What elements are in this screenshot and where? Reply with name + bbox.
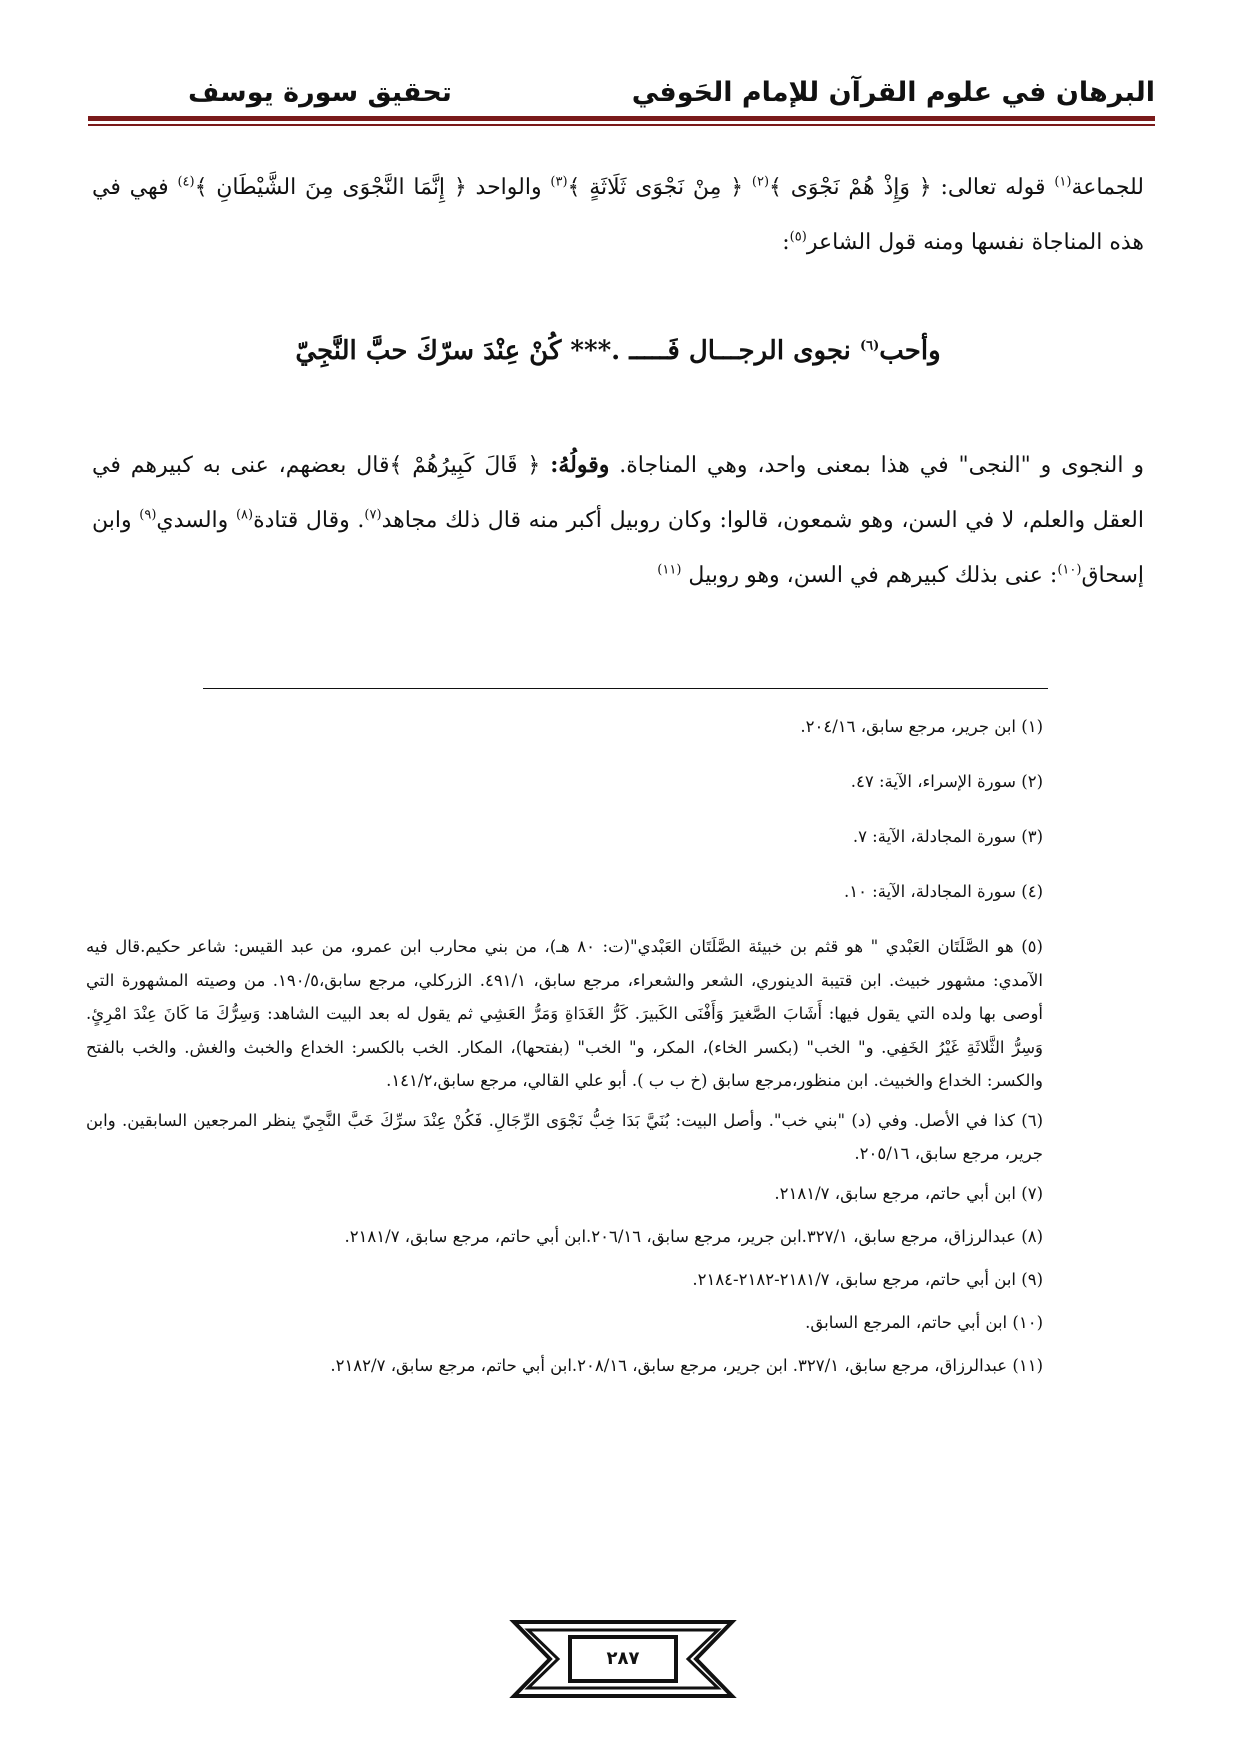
text-run: قوله تعالى: xyxy=(931,175,1055,200)
verse-text: وأحب xyxy=(879,336,941,366)
verse-text: نجوى الرجـــال فَـــــ .*** كُنْ عِنْدَ سرّكَ حبَّ النَّجِيّ xyxy=(295,336,860,366)
footnote-6: (٦) كذا في الأصل. وفي (د) "بني خب". وأصل البيت: بُنَيَّ بَدَا خِبُّ نَجْوَى الرِّجَالِ. فَكُنْ عِنْدَ سرِّكَ خَبَّ النَّجِيّ ينظر المرجعين السابقين. وابن جرير، مرجع سابق، ٢٠٥/١٦. xyxy=(86,1110,1043,1163)
text-run: والواحد xyxy=(466,175,551,200)
text-run: و النجوى و "النجى" في هذا بمعنى واحد، وهي المناجاة. xyxy=(609,453,1144,478)
footnote-4: (٤) سورة المجادلة، الآية: ١٠. xyxy=(843,882,1043,901)
bold-keyword: وقولُهُ: xyxy=(550,452,610,478)
text-run: . وقال قتادة xyxy=(253,508,365,533)
header-rule-thick xyxy=(88,116,1155,121)
footnote-ref[interactable]: (١) xyxy=(1054,174,1072,190)
footnotes xyxy=(86,710,1043,1392)
text-run: وابن إسحاق xyxy=(92,508,1144,588)
footnote-ref[interactable]: (٥) xyxy=(789,229,807,245)
footnote-2: (٢) سورة الإسراء، الآية: ٤٧. xyxy=(850,772,1043,791)
footnote-1: (١) ابن جرير، مرجع سابق، ٢٠٤/١٦. xyxy=(800,717,1043,736)
footnote-ref[interactable]: (٦) xyxy=(859,338,880,354)
text-run xyxy=(743,175,752,200)
footnote-ref[interactable]: (١١) xyxy=(657,562,682,578)
separator-line xyxy=(203,688,1048,689)
quran-quote: ﴿ قَالَ كَبِيرُهُمْ ﴾ xyxy=(389,453,541,478)
poetry-verse xyxy=(92,336,1144,366)
page-number-ornament xyxy=(508,1614,738,1704)
quran-quote: ﴿ إِنَّمَا النَّجْوَى مِنَ الشَّيْطَانِ ﴾ xyxy=(194,175,467,200)
paragraph-1 xyxy=(92,160,1144,270)
footnote-11: (١١) عبدالرزاق، مرجع سابق، ٣٢٧/١. ابن جرير، مرجع سابق، ٢٠٨/١٦.ابن أبي حاتم، مرجع سابق، ٢١٨٢/٧. xyxy=(330,1355,1043,1375)
text-run: : عنى بذلك كبيرهم في السن، وهو روبيل xyxy=(681,563,1058,588)
footnote-8: (٨) عبدالرزاق، مرجع سابق، ٣٢٧/١.ابن جرير، مرجع سابق، ٢٠٦/١٦.ابن أبي حاتم، مرجع سابق، ٢١٨١/٧. xyxy=(344,1226,1043,1246)
footnote-ref[interactable]: (٩) xyxy=(139,507,157,523)
footnote-5: (٥) هو الصَّلَتَان العَبْدي " هو قثم بن خبيئة الصَّلَتَان العَبْدي"(ت: ٨٠ هـ)، من بني محارب ابن عمرو، من عبد القيس: شاعر حكيم.قال فيه الآمدي: مشهور خبيث. ابن قتيبة الدينوري، الشعر والشعراء، مرجع سابق، ٤٩١/١. الزركلي، مرجع سابق،١٩٠/٥. من وصيته المشهورة التي أوصى بها ولده التي يقول فيها: أَشَابَ الصَّغيرَ وَأَفْنَى الكَبيرَ. كَرُّ الغَدَاةِ وَمَرُّ العَشِي ثم يقول له بعد البيت الشاهد: وَسِرُّكَ مَا كَانَ عِنْدَ امْرِئٍ. وَسِرُّ الثَّلاثَةِ غَيْرُ الخَفِي. و" الخب" (بكسر الخاء)، المكر، و" الخب" (بفتحها)، المكار. الخب بالكسر: الخداع والخبث والغش. والخب بالفتح والكسر: الخداع والخبيث. ابن منظور،مرجع سابق (خ ب ب ). أبو علي القالي، مرجع سابق،١٤١/٢. xyxy=(86,937,1043,1090)
text-run: قال بعضهم، عنى به كبيرهم في العقل والعلم، لا في السن، وهو شمعون، قالوا: وكان روبيل أكبر منه قال ذلك مجاهد xyxy=(92,453,1144,533)
book-title: البرهان في علوم القرآن للإمام الحَوفي xyxy=(631,76,1155,108)
footnote-7: (٧) ابن أبي حاتم، مرجع سابق، ٢١٨١/٧. xyxy=(774,1183,1043,1203)
footnote-ref[interactable]: (٧) xyxy=(364,507,382,523)
footnote-ref[interactable]: (٨) xyxy=(235,507,254,523)
section-title: تحقيق سورة يوسف xyxy=(188,76,452,108)
quran-quote: ﴿ وَإِذْ هُمْ نَجْوَى ﴾ xyxy=(769,175,932,200)
footnote-10: (١٠) ابن أبي حاتم، المرجع السابق. xyxy=(805,1312,1043,1332)
footnote-9: (٩) ابن أبي حاتم، مرجع سابق، ٢١٨١/٧-٢١٨٢-٢١٨٤. xyxy=(692,1269,1043,1289)
text-run: للجماعة xyxy=(1071,175,1144,200)
text-run: : xyxy=(782,230,790,255)
footnote-ref[interactable]: (٢) xyxy=(751,174,770,190)
page-header xyxy=(88,68,1155,116)
footnote-3: (٣) سورة المجادلة، الآية: ٧. xyxy=(852,827,1043,846)
header-rule-thin xyxy=(88,124,1155,126)
quran-quote: ﴿ مِنْ نَجْوَى ثَلَاثَةٍ ﴾ xyxy=(567,175,744,200)
text-run xyxy=(540,453,550,478)
page-number: ٢٨٧ xyxy=(606,1648,640,1669)
text-run: فهي في هذه المناجاة نفسها ومنه قول الشاعر xyxy=(92,175,1144,255)
footnote-ref[interactable]: (٤) xyxy=(177,174,195,190)
paragraph-2 xyxy=(92,438,1144,603)
text-run: والسدي xyxy=(156,508,236,533)
footnote-ref[interactable]: (٣) xyxy=(550,174,568,190)
footnote-ref[interactable]: (١٠) xyxy=(1057,562,1082,578)
